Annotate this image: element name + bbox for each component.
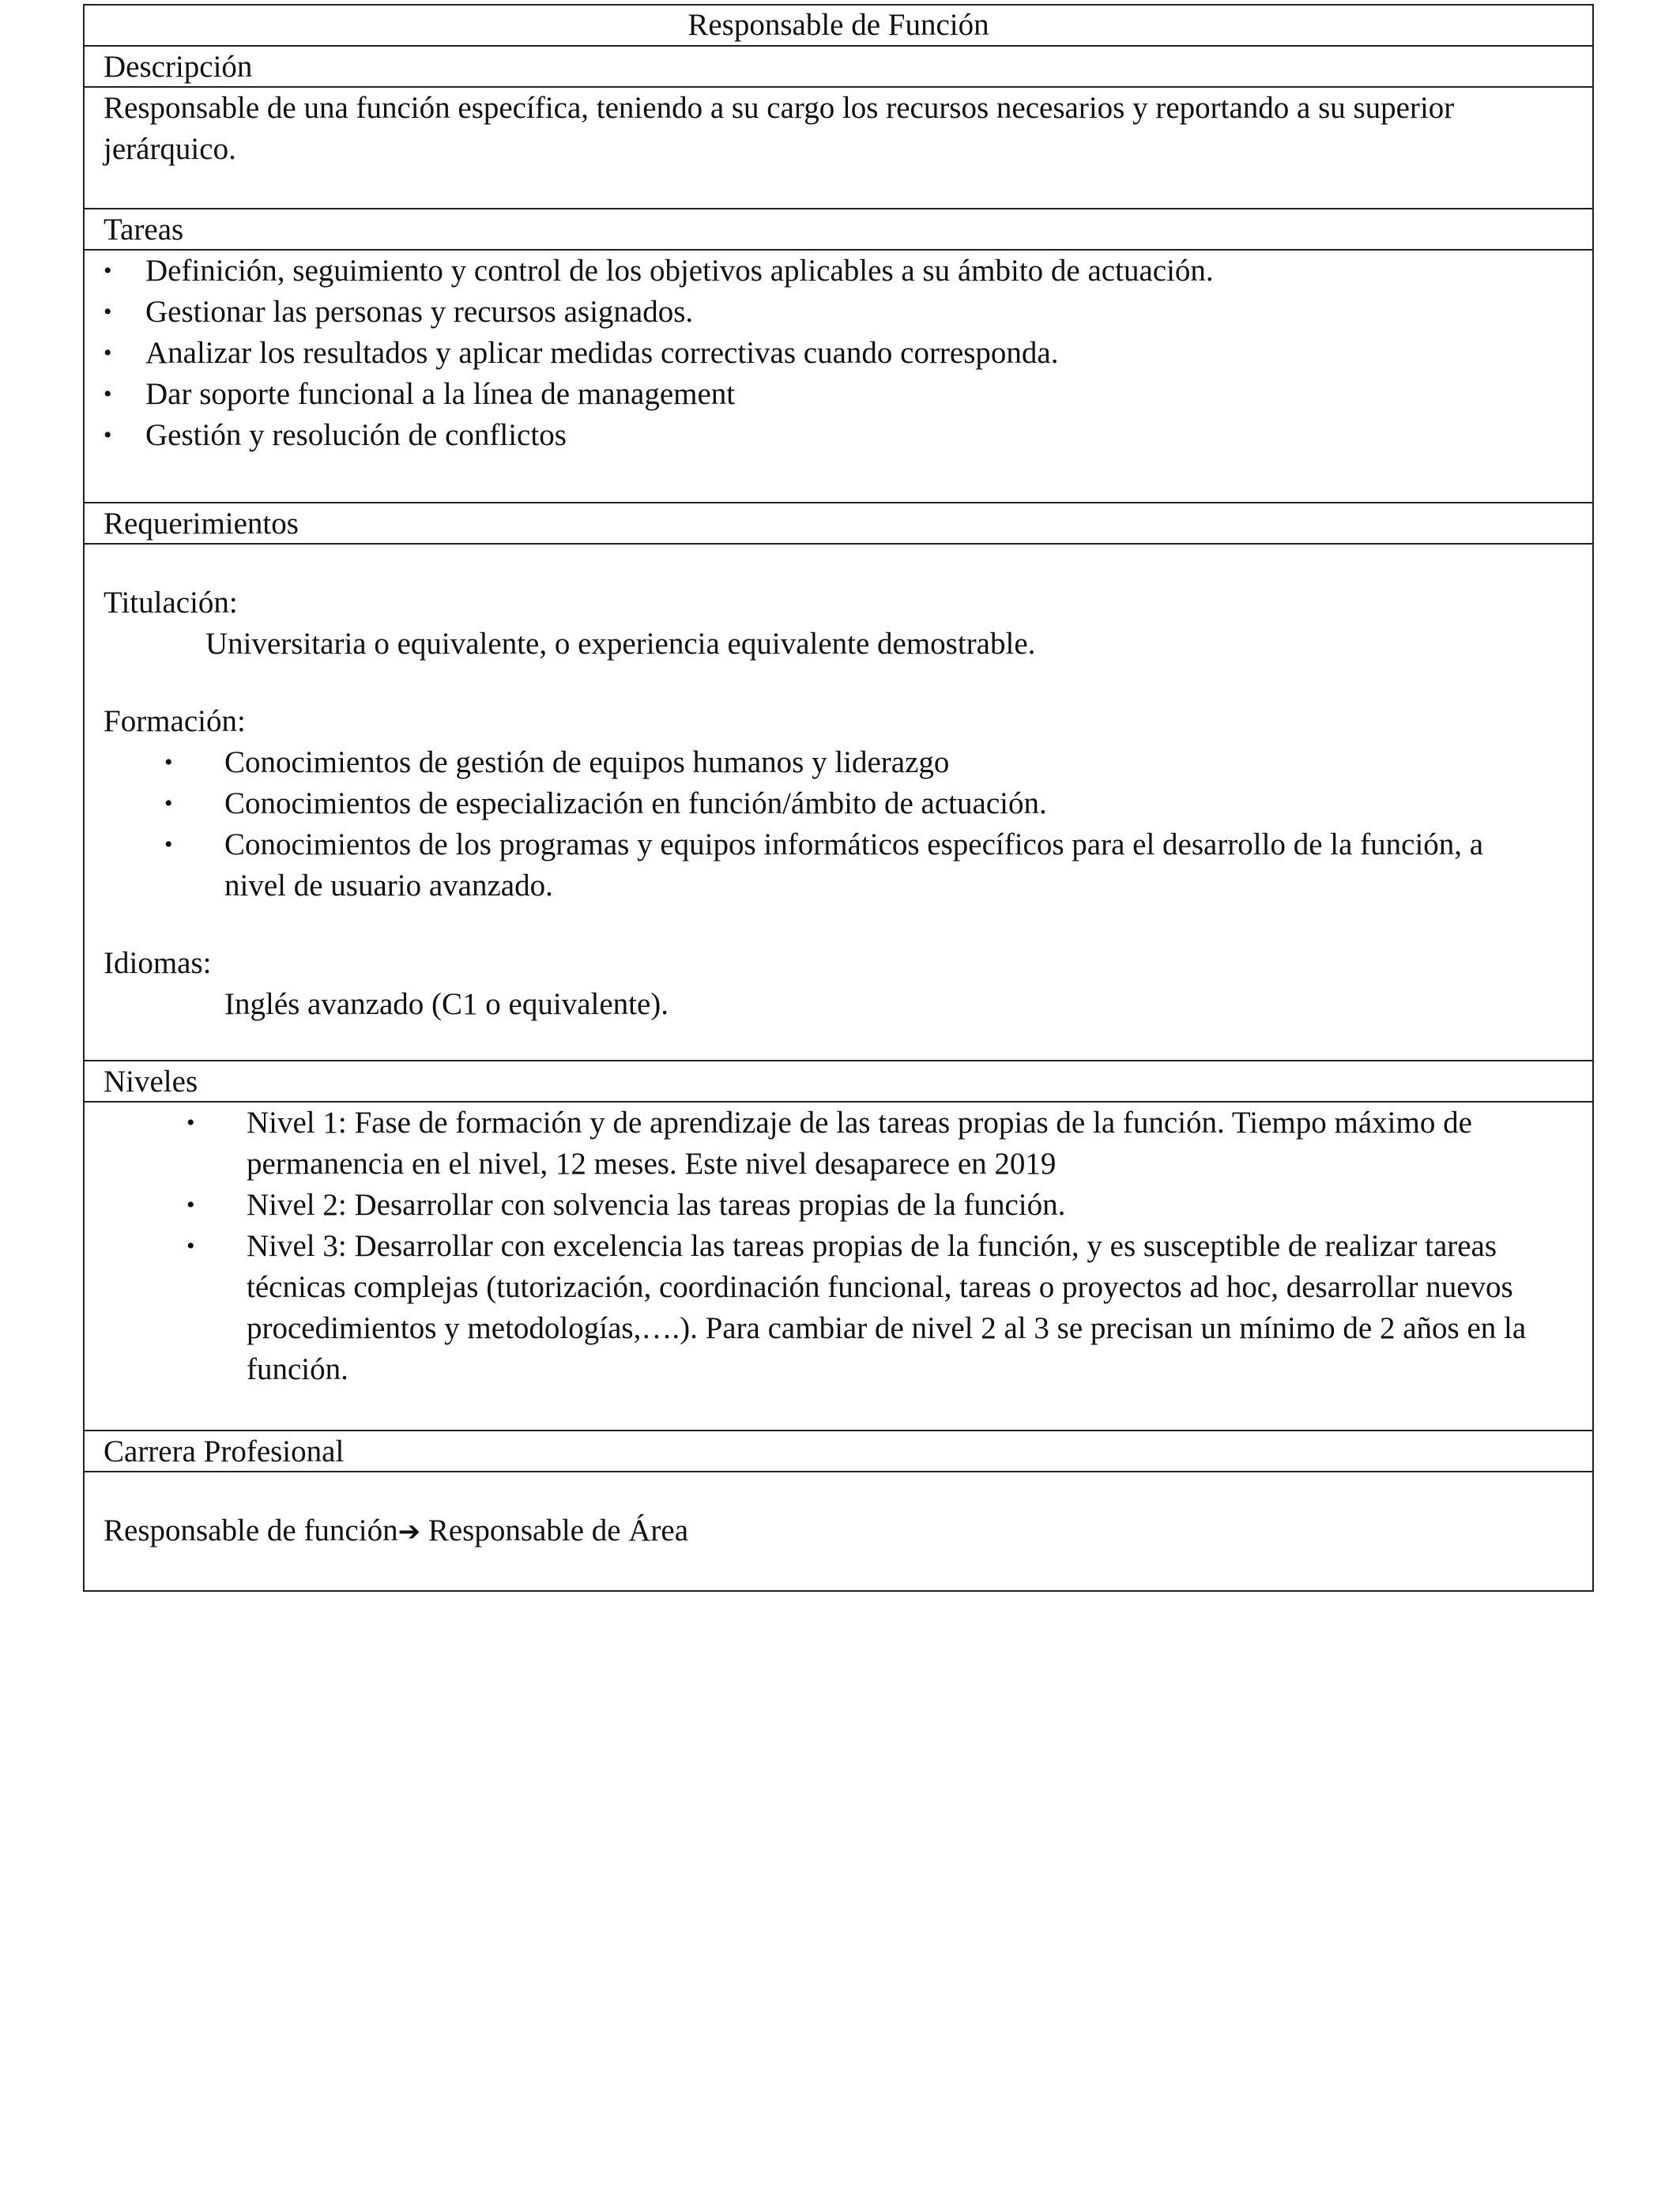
requerimientos-heading: Requerimientos xyxy=(85,502,1592,543)
requerimientos-body xyxy=(85,543,1592,1060)
niveles-list xyxy=(104,1103,1561,1390)
list-item: • Definición, seguimiento y control de los objetivos aplicables a su ámbito de actuación. xyxy=(104,251,1573,292)
bullet-icon: • xyxy=(186,1110,195,1136)
tareas-heading: Tareas xyxy=(85,208,1592,249)
descripcion-text: Responsable de una función específica, teniendo a su cargo los recursos necesarios y reportando a su superior jerárquico. xyxy=(104,91,1455,166)
list-item: • Dar soporte funcional a la línea de management xyxy=(104,374,1573,415)
bullet-icon: • xyxy=(104,381,112,407)
bullet-icon: • xyxy=(164,831,173,858)
titulacion-label: Titulación: xyxy=(104,586,238,620)
descripcion-body xyxy=(85,86,1592,208)
list-item: • Conocimientos de especialización en función/ámbito de actuación. xyxy=(104,783,1513,824)
list-item: • Gestionar las personas y recursos asignados. xyxy=(104,292,1573,333)
carrera-heading: Carrera Profesional xyxy=(85,1430,1592,1471)
list-item: • Gestión y resolución de conflictos xyxy=(104,415,1573,456)
job-description-table xyxy=(83,4,1594,1592)
carrera-to: Responsable de Área xyxy=(428,1514,689,1547)
document-title: Responsable de Función xyxy=(687,8,989,42)
bullet-icon: • xyxy=(164,749,173,775)
list-item: • Conocimientos de gestión de equipos humanos y liderazgo xyxy=(104,742,1513,783)
tareas-body xyxy=(85,249,1592,502)
bullet-icon: • xyxy=(104,422,112,448)
bullet-icon: • xyxy=(164,790,173,816)
bullet-icon: • xyxy=(104,340,112,366)
bullet-icon: • xyxy=(104,258,112,284)
niveles-body xyxy=(85,1101,1592,1430)
list-item: • Nivel 3: Desarrollar con excelencia las tareas propias de la función, y es susceptible de realizar tareas técnicas complejas (tutorización, coordinación funcional, tareas o proyectos ad hoc, desarrollar nuevos procedimientos y metodologías,….). Para cambiar de nivel 2 al 3 se precisan un mínimo de 2 años en la función. xyxy=(104,1226,1561,1390)
carrera-from: Responsable de función xyxy=(104,1514,398,1547)
bullet-icon: • xyxy=(104,299,112,325)
formacion-label: Formación: xyxy=(104,704,246,738)
idiomas-label: Idiomas: xyxy=(104,946,212,980)
carrera-path xyxy=(104,1510,1573,1552)
idiomas-text: Inglés avanzado (C1 o equivalente). xyxy=(224,987,669,1021)
carrera-body xyxy=(85,1471,1592,1590)
list-item: • Analizar los resultados y aplicar medidas correctivas cuando corresponda. xyxy=(104,333,1573,374)
descripcion-heading: Descripción xyxy=(85,45,1592,86)
list-item: • Nivel 2: Desarrollar con solvencia las tareas propias de la función. xyxy=(104,1185,1561,1226)
list-item: • Conocimientos de los programas y equipos informáticos específicos para el desarrollo de la función, a nivel de usuario avanzado. xyxy=(104,824,1513,907)
niveles-heading: Niveles xyxy=(85,1060,1592,1101)
arrow-right-icon: ➔ xyxy=(397,1516,421,1547)
list-item: • Nivel 1: Fase de formación y de aprendizaje de las tareas propias de la función. Tiempo máximo de permanencia en el nivel, 12 meses. Este nivel desaparece en 2019 xyxy=(104,1103,1561,1185)
bullet-icon: • xyxy=(186,1233,195,1259)
tareas-list xyxy=(104,251,1573,456)
titulacion-text: Universitaria o equivalente, o experiencia equivalente demostrable. xyxy=(205,627,1036,661)
bullet-icon: • xyxy=(186,1192,195,1218)
formacion-list xyxy=(104,742,1513,907)
